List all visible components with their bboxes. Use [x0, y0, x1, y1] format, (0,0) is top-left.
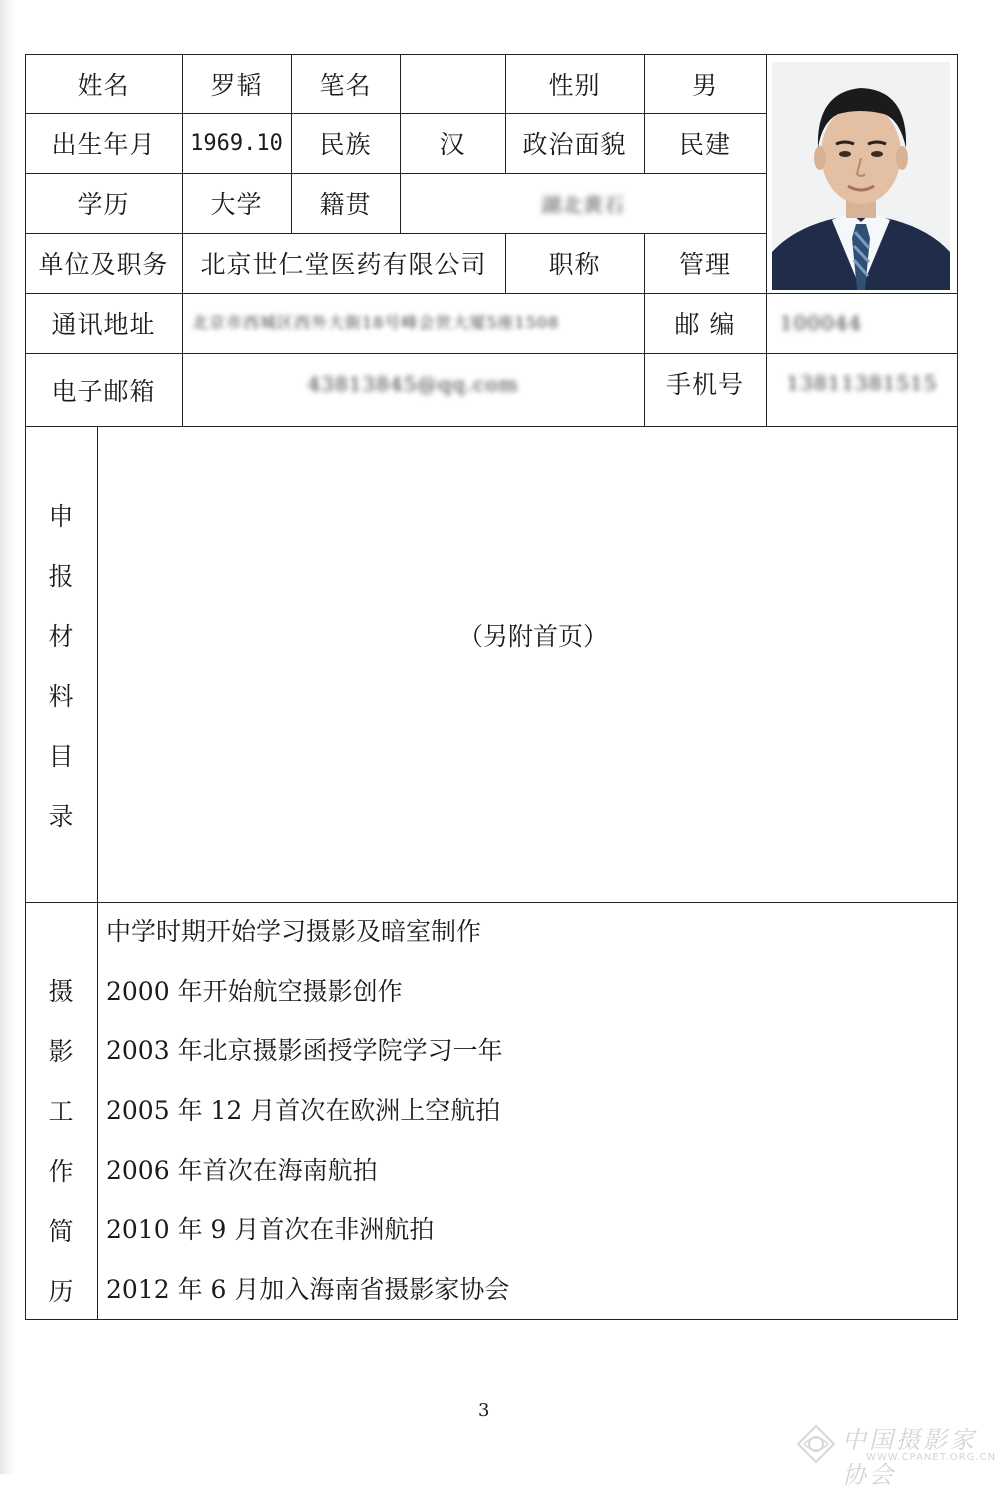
mobile-value: 13811381515 [786, 371, 938, 395]
postcode-value: 100044 [779, 311, 863, 335]
career-line: 2010 年 9 月首次在非洲航拍 [106, 1215, 435, 1245]
page-number: 3 [478, 1400, 490, 1421]
materials-label-char: 材 [48, 622, 74, 651]
career-list [106, 902, 946, 1320]
birth-label: 出生年月 [51, 130, 156, 159]
materials-label [25, 487, 97, 847]
career-line: 2012 年 6 月加入海南省摄影家协会 [106, 1275, 510, 1305]
address-label: 通讯地址 [51, 310, 156, 339]
materials-label-char: 录 [48, 802, 74, 831]
title-value: 管理 [678, 250, 731, 279]
political-label: 政治面貌 [522, 130, 627, 159]
ethnicity-value: 汉 [439, 130, 466, 159]
employer-value: 北京世仁堂医药有限公司 [200, 250, 487, 279]
career-label-char: 影 [48, 1037, 74, 1066]
gender-value: 男 [691, 70, 718, 100]
title-label: 职称 [548, 250, 601, 279]
email-value: 43813845@qq.com [307, 372, 519, 396]
materials-label-char: 申 [48, 502, 74, 531]
career-label-char: 作 [48, 1157, 74, 1186]
career-line: 2000 年开始航空摄影创作 [106, 976, 403, 1006]
pen-name-value [400, 54, 505, 113]
career-label-divider [97, 902, 98, 1320]
origin-label: 籍贯 [319, 190, 372, 219]
gender-label: 性别 [548, 70, 601, 100]
name-value: 罗韬 [210, 70, 263, 100]
materials-label-char: 报 [48, 562, 74, 591]
employer-label: 单位及职务 [38, 250, 169, 279]
watermark-cn: 中国摄影家协会 [842, 1426, 977, 1489]
mobile-label: 手机号 [665, 370, 744, 399]
career-line: 2005 年 12 月首次在欧洲上空航拍 [106, 1096, 501, 1126]
association-logo-icon [796, 1424, 836, 1464]
career-line: 2003 年北京摄影函授学院学习一年 [106, 1036, 503, 1066]
watermark [796, 1420, 997, 1489]
education-label: 学历 [77, 190, 130, 219]
pen-name-label: 笔名 [319, 70, 372, 100]
portrait-image [772, 62, 950, 290]
career-line: 2006 年首次在海南航拍 [106, 1155, 378, 1185]
name-label: 姓名 [77, 70, 130, 100]
birth-value: 1969.10 [190, 130, 283, 156]
education-value: 大学 [210, 190, 263, 219]
materials-label-divider [97, 426, 98, 903]
address-value: 北京市西城区西外大街18号峰会世大厦5座1508 [192, 313, 560, 332]
career-label-char: 简 [48, 1217, 74, 1246]
applicant-photo [772, 62, 950, 290]
materials-label-char: 目 [48, 742, 74, 771]
career-label-char: 工 [48, 1097, 74, 1126]
watermark-en: WWW.CPANET.ORG.CN [866, 1452, 997, 1463]
origin-value: 湖北黄石 [541, 192, 625, 217]
email-label: 电子邮箱 [51, 377, 156, 406]
postcode-label: 邮 编 [674, 310, 736, 339]
career-label-char: 历 [48, 1277, 74, 1306]
scan-edge [0, 0, 16, 1474]
ethnicity-label: 民族 [319, 130, 372, 159]
materials-note: （另附首页） [458, 622, 609, 651]
materials-section-border [25, 426, 958, 903]
career-label-char: 摄 [48, 977, 74, 1006]
career-label [25, 962, 97, 1322]
career-line: 中学时期开始学习摄影及暗室制作 [106, 917, 482, 946]
political-value: 民建 [678, 130, 731, 159]
materials-label-char: 料 [48, 682, 74, 711]
